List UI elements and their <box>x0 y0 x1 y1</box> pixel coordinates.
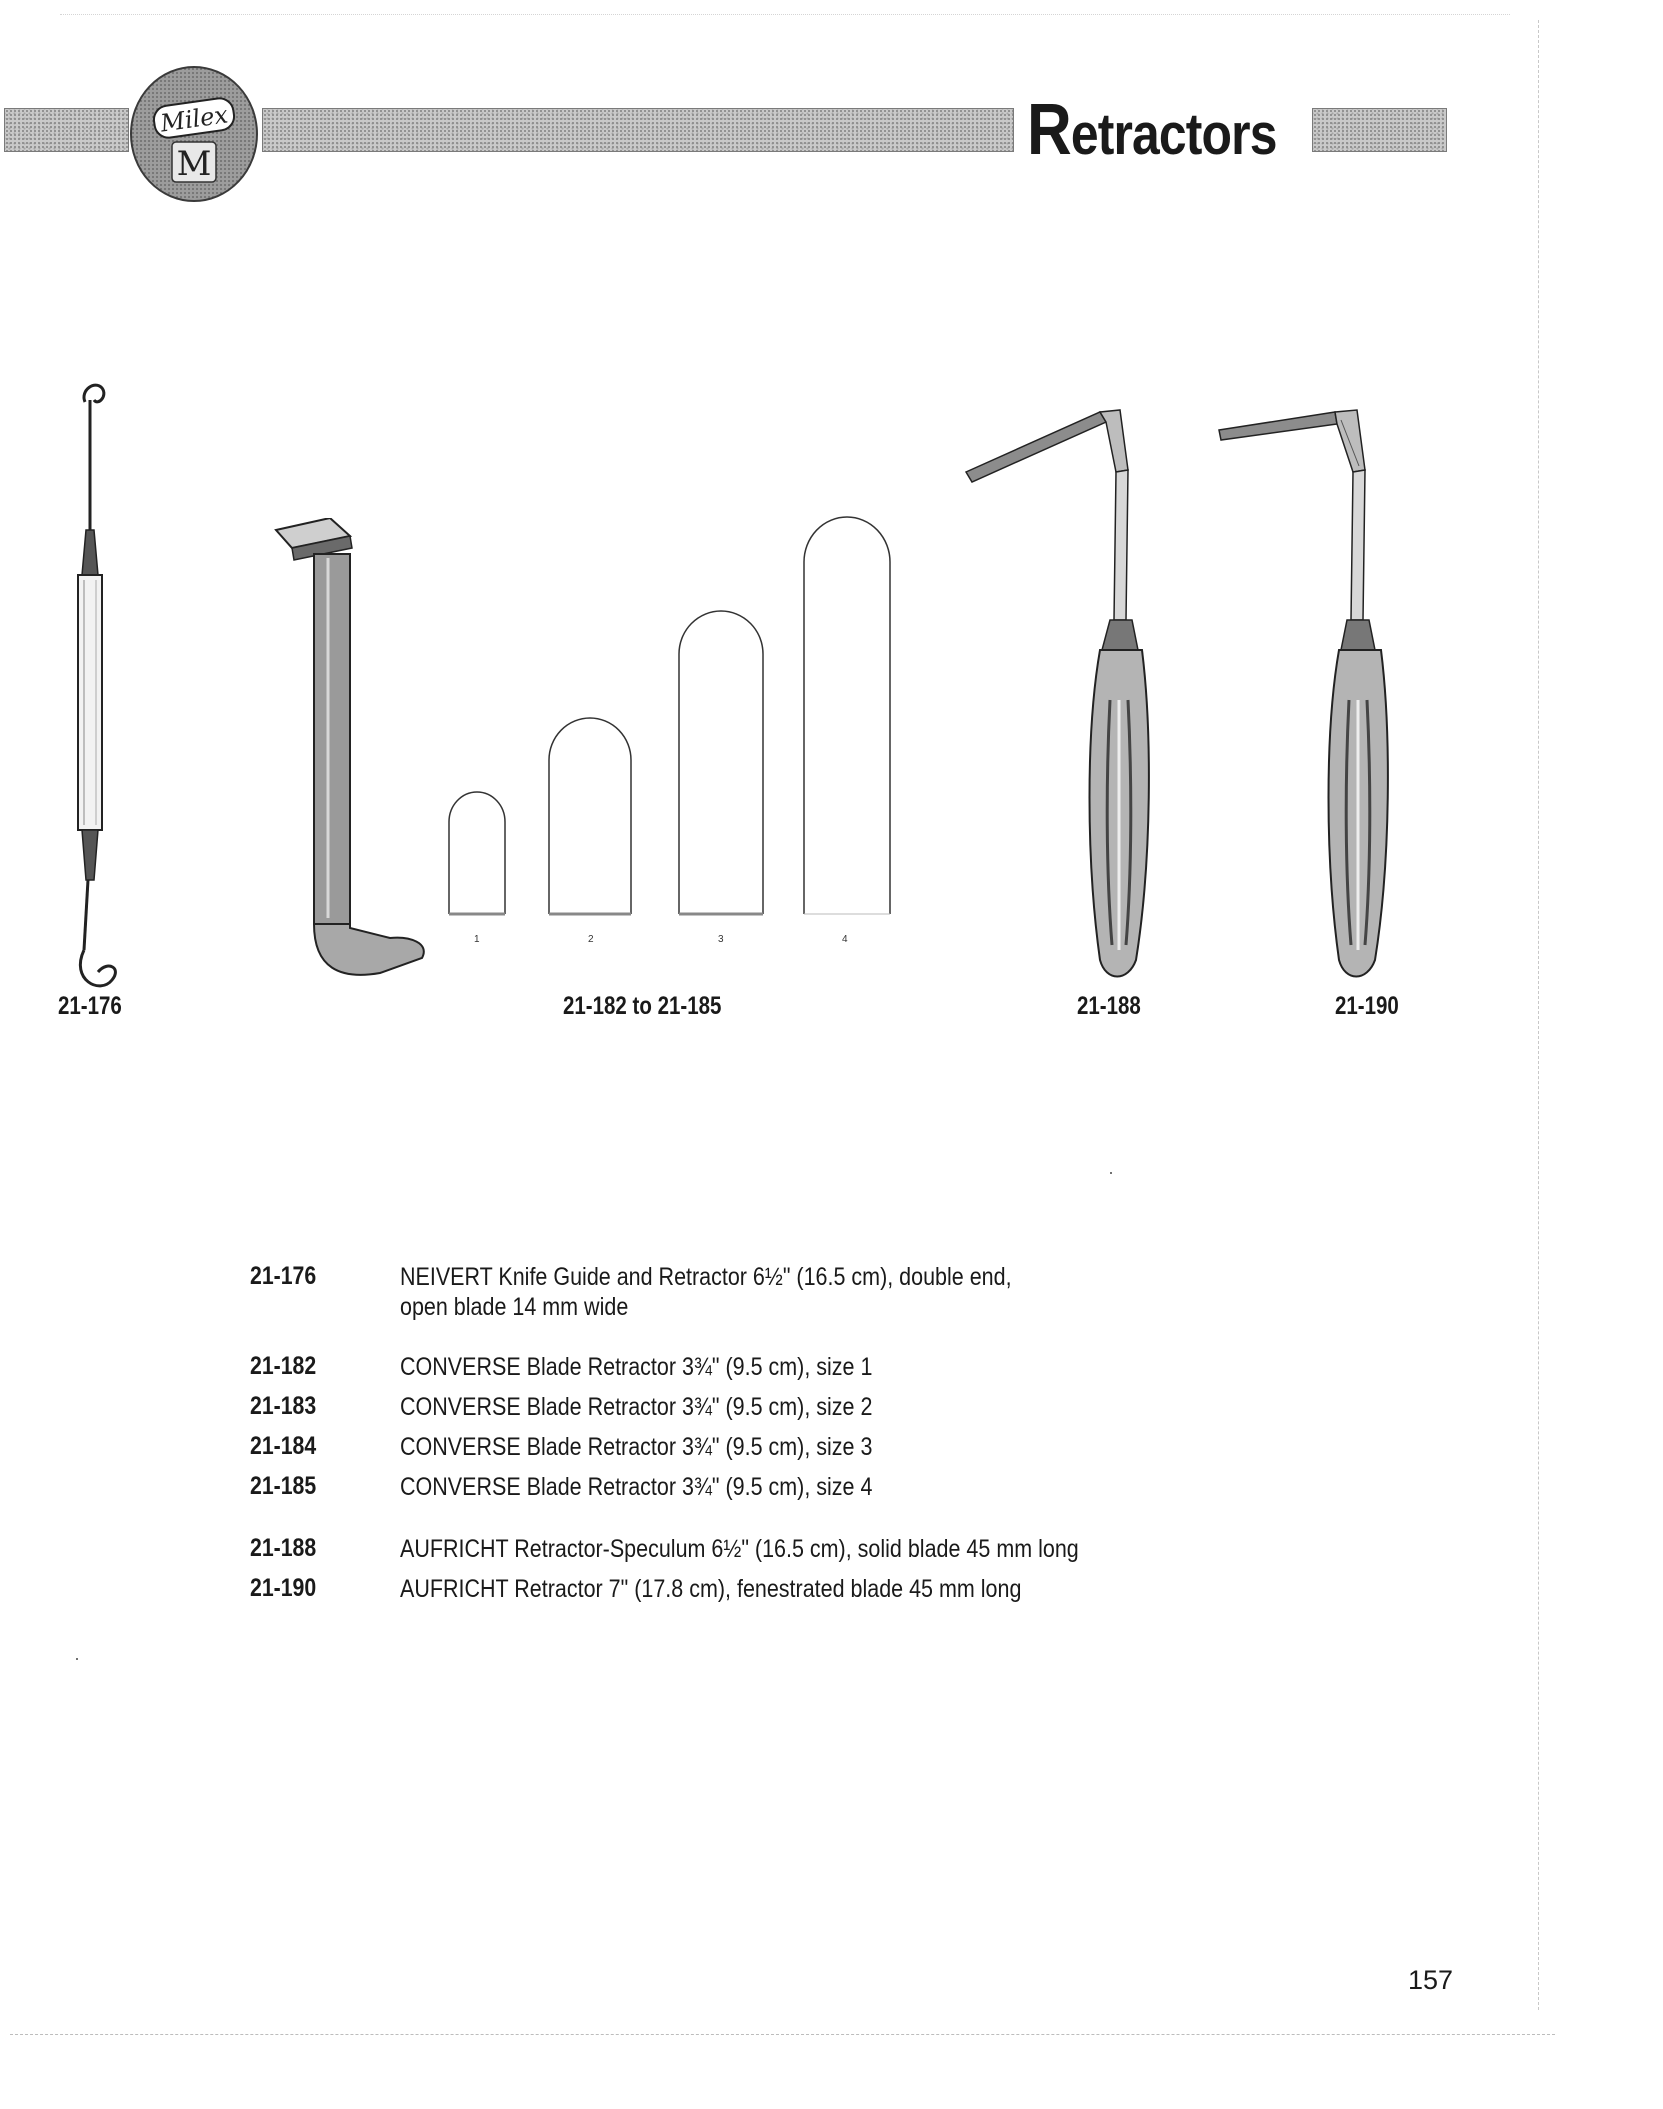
label-21-176: 21-176 <box>58 992 122 1020</box>
header-band-middle <box>262 108 1014 152</box>
entry-description: AUFRICHT Retractor-Speculum 6½" (16.5 cm), solid blade 45 mm long <box>400 1535 1079 1563</box>
page-number: 157 <box>1408 1965 1454 1995</box>
page-edge-top <box>60 14 1510 15</box>
stray-mark <box>76 1658 78 1660</box>
header-band-right <box>1312 108 1447 152</box>
stray-mark <box>1110 1172 1112 1174</box>
aufricht-speculum-drawing <box>960 400 1160 1000</box>
entry-code: 21-190 <box>250 1574 317 1602</box>
entry-description: CONVERSE Blade Retractor 3¾" (9.5 cm), size 2 <box>400 1393 873 1421</box>
entry-code: 21-185 <box>250 1472 317 1500</box>
label-21-190: 21-190 <box>1335 992 1399 1020</box>
page-edge-right <box>1538 20 1539 2010</box>
page-edge-bottom <box>10 2034 1555 2035</box>
logo-script: Milex <box>158 100 230 138</box>
blade-size-label-4: 4 <box>842 934 848 945</box>
label-21-182-to-21-185: 21-182 to 21-185 <box>563 992 722 1020</box>
entry-description: AUFRICHT Retractor 7" (17.8 cm), fenestrated blade 45 mm long <box>400 1575 1022 1603</box>
blade-size-label-2: 2 <box>588 934 594 945</box>
entry-code: 21-182 <box>250 1352 317 1380</box>
aufricht-retractor-drawing <box>1215 400 1415 1000</box>
blade-size-4 <box>800 514 894 920</box>
blade-size-2 <box>545 715 635 920</box>
entry-description: CONVERSE Blade Retractor 3¾" (9.5 cm), size 1 <box>400 1353 873 1381</box>
label-21-188: 21-188 <box>1077 992 1141 1020</box>
converse-retractor-drawing <box>270 518 440 988</box>
blade-size-label-1: 1 <box>474 934 480 945</box>
entry-description: CONVERSE Blade Retractor 3¾" (9.5 cm), size 4 <box>400 1473 873 1501</box>
header-band-left <box>4 108 129 152</box>
entry-description: NEIVERT Knife Guide and Retractor 6½" (16.5 cm), double end, open blade 14 mm wide <box>400 1263 1012 1321</box>
blade-size-label-3: 3 <box>718 934 724 945</box>
entry-code: 21-183 <box>250 1392 317 1420</box>
instrument-illustrations <box>0 360 1520 1000</box>
milex-logo <box>128 64 260 204</box>
entry-description: CONVERSE Blade Retractor 3¾" (9.5 cm), size 3 <box>400 1433 873 1461</box>
neivert-retractor-drawing <box>50 380 140 1000</box>
blade-size-3 <box>675 608 767 920</box>
entry-code: 21-176 <box>250 1262 317 1290</box>
logo-monogram: M <box>176 144 212 184</box>
page-title: Retractors <box>1027 90 1277 170</box>
entry-code: 21-184 <box>250 1432 317 1460</box>
blade-size-1 <box>445 790 509 920</box>
entry-code: 21-188 <box>250 1534 317 1562</box>
